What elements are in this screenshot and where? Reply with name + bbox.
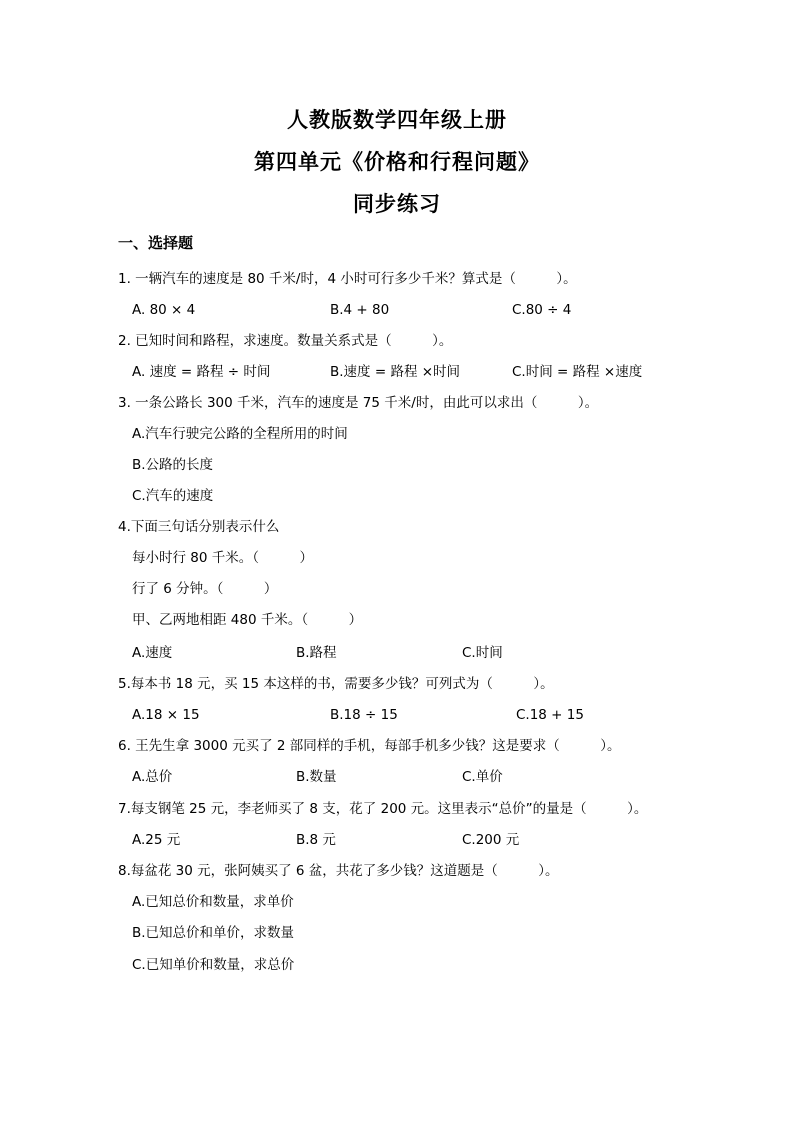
question-5: 5.每本书 18 元，买 15 本这样的书，需要多少钱？可列式为（ ）。 (118, 676, 554, 692)
question-8-option-b: B.已知总价和单价，求数量 (132, 925, 295, 941)
question-2-option-b: B.速度 = 路程 ×时间 (330, 364, 461, 380)
question-4-option-b: B.路程 (296, 645, 337, 661)
question-5-option-a: A.18 × 15 (132, 707, 200, 723)
question-1-option-c: C.80 ÷ 4 (512, 302, 572, 318)
question-7-option-a: A.25 元 (132, 832, 181, 848)
question-4-item-3: 甲、乙两地相距 480 千米。（ ） (132, 612, 363, 628)
question-2-option-a: A. 速度 = 路程 ÷ 时间 (132, 364, 271, 380)
question-4: 4.下面三句话分别表示什么 (118, 519, 280, 535)
question-5-option-b: B.18 ÷ 15 (330, 707, 398, 723)
question-4-item-2: 行了 6 分钟。（ ） (132, 581, 278, 597)
question-8-option-c: C.已知单价和数量，求总价 (132, 957, 295, 973)
question-4-option-c: C.时间 (462, 645, 503, 661)
question-7-option-b: B.8 元 (296, 832, 336, 848)
question-7: 7.每支钢笔 25 元，李老师买了 8 支，花了 200 元。这里表示“总价”的量是（ ）。 (118, 801, 648, 817)
question-8: 8.每盆花 30 元，张阿姨买了 6 盆，共花了多少钱？这道题是（ ）。 (118, 863, 559, 879)
question-6: 6. 王先生拿 3000 元买了 2 部同样的手机，每部手机多少钱？这是要求（ ）。 (118, 738, 621, 754)
question-6-option-c: C.单价 (462, 769, 503, 785)
question-8-option-a: A.已知总价和数量，求单价 (132, 894, 294, 910)
title-line-3: 同步练习 (353, 191, 441, 216)
question-3-option-b: B.公路的长度 (132, 457, 214, 473)
question-5-option-c: C.18 + 15 (516, 707, 584, 723)
question-1-option-b: B.4 + 80 (330, 302, 390, 318)
question-1-option-a: A. 80 × 4 (132, 302, 196, 318)
question-4-item-1: 每小时行 80 千米。（ ） (132, 550, 314, 566)
question-3-option-c: C.汽车的速度 (132, 488, 214, 504)
question-1: 1. 一辆汽车的速度是 80 千米/时，4 小时可行多少千米？算式是（ ）。 (118, 271, 577, 287)
title-line-2: 第四单元《价格和行程问题》 (254, 149, 540, 174)
question-7-option-c: C.200 元 (462, 832, 520, 848)
question-6-option-a: A.总价 (132, 769, 173, 785)
question-4-option-a: A.速度 (132, 645, 173, 661)
section-heading-choice: 一、选择题 (118, 234, 194, 252)
question-6-option-b: B.数量 (296, 769, 337, 785)
question-3-option-a: A.汽车行驶完公路的全程所用的时间 (132, 426, 348, 442)
question-2-option-c: C.时间 = 路程 ×速度 (512, 364, 643, 380)
question-2: 2. 已知时间和路程，求速度。数量关系式是（ ）。 (118, 333, 453, 349)
question-3: 3. 一条公路长 300 千米，汽车的速度是 75 千米/时，由此可以求出（ ）。 (118, 395, 599, 411)
title-line-1: 人教版数学四年级上册 (287, 107, 507, 132)
